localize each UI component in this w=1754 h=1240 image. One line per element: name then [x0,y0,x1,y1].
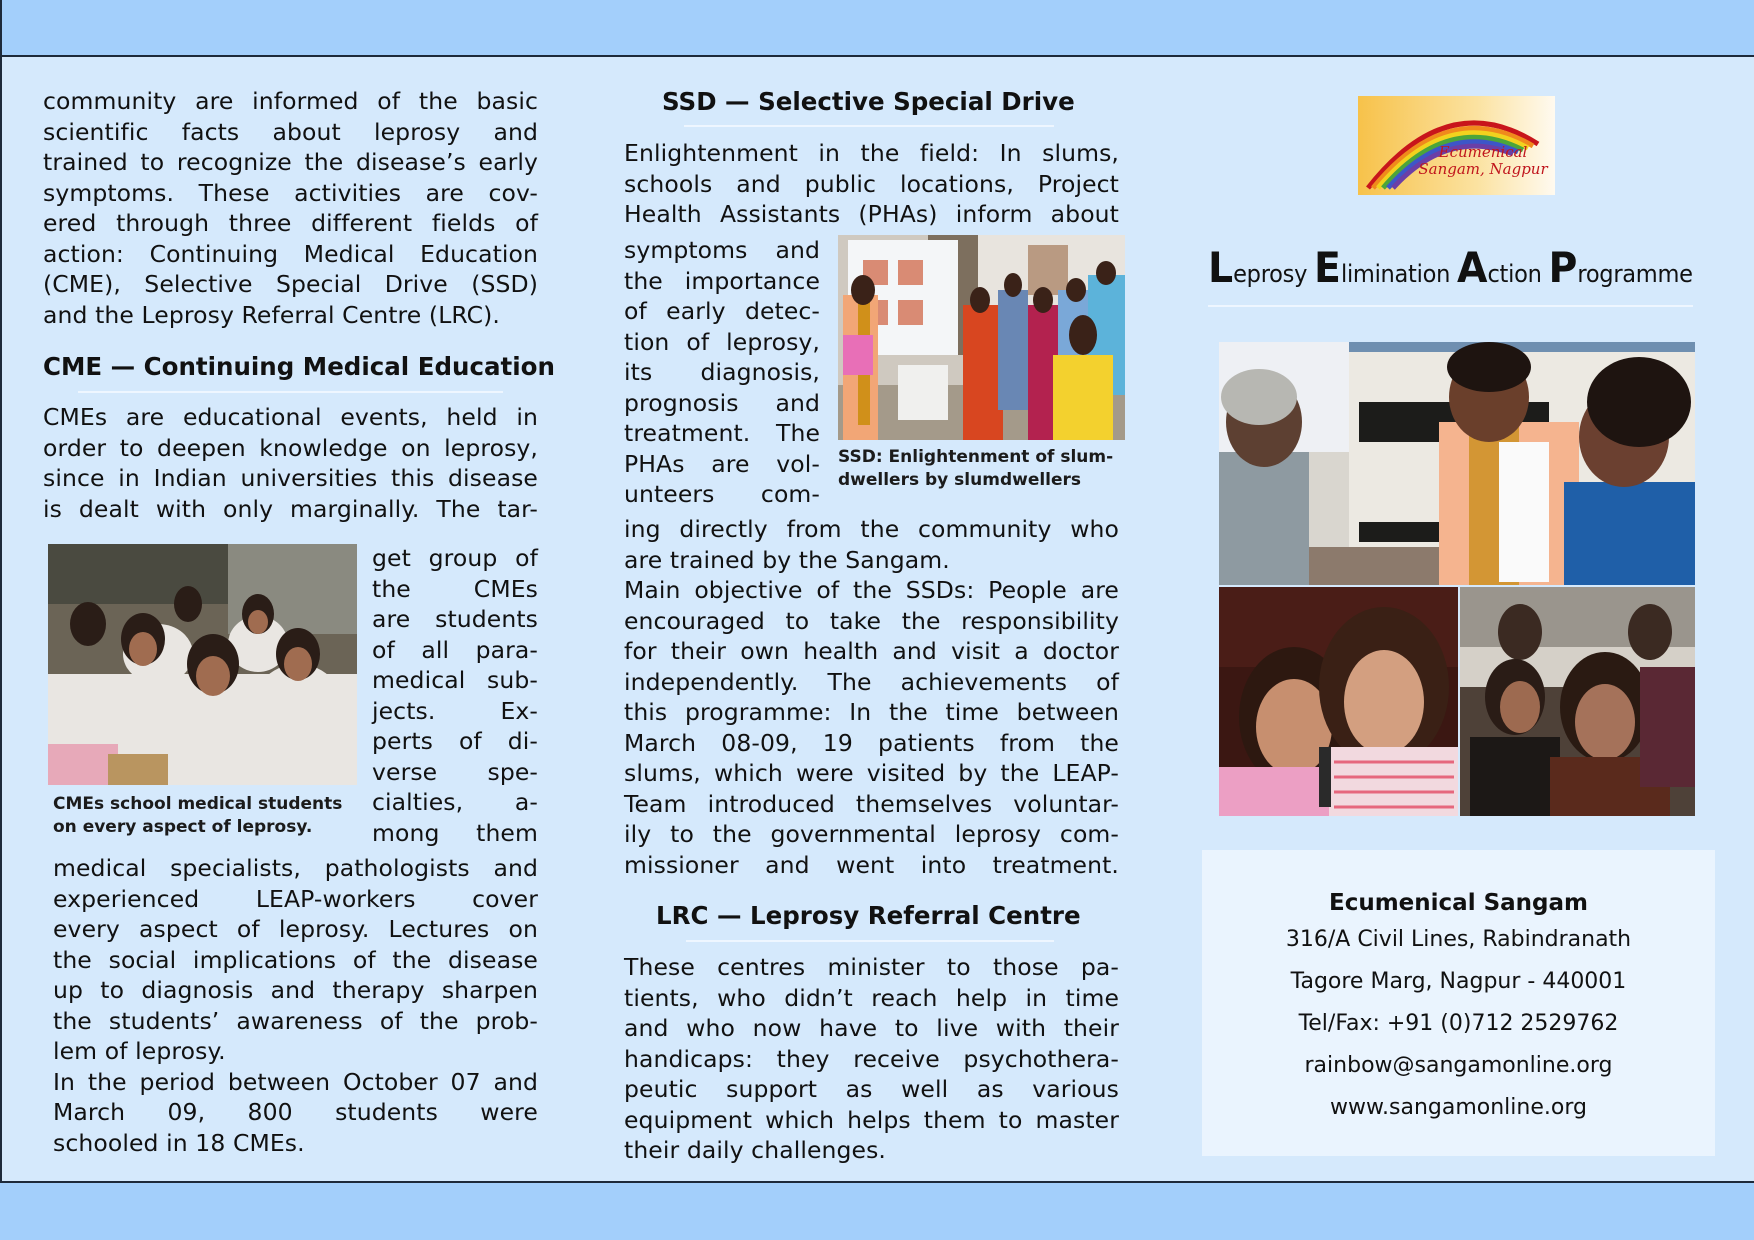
text-line: the CMEs [372,574,538,603]
lrc-heading: LRC — Leprosy Referral Centre [656,901,1081,930]
text-line: ered through three different fields of [43,209,538,237]
text-line: March 09, 800 students were [53,1098,538,1126]
text-line: equipment which helps them to master [624,1105,1119,1134]
caption-line: dwellers by slumdwellers [838,470,1082,490]
text-line: every aspect of leprosy. Lectures on [53,915,538,943]
title-word [1456,243,1542,292]
text-line: lem of leprosy. [53,1037,226,1065]
text-line: Main objective of the SSDs: People are [624,576,1119,604]
text-line: the importance [624,266,820,295]
text-line: Team introduced themselves voluntar- [624,789,1119,818]
text-line: Enlightenment in the field: In slums, [624,139,1119,167]
ssd-paragraph-top [624,138,1119,230]
text-line: of all para- [372,635,538,664]
text-line: and the Leprosy Referral Centre (LRC). [43,300,501,329]
text-line: tion of leprosy, [624,327,820,356]
text-line: schools and public locations, Project [624,169,1119,198]
ssd-paragraph-side [624,235,820,510]
text-line: verse spe- [372,757,538,786]
ssd-heading: SSD — Selective Special Drive [662,87,1075,116]
programme-title [1208,243,1693,296]
text-line: experienced LEAP-workers cover [53,884,538,913]
text-line: CMEs are educational events, held in [43,403,538,431]
contact-phone: Tel/Fax: +91 (0)712 2529762 [1298,1011,1619,1036]
text-line: are trained by the Sangam. [624,545,950,574]
contact-address-line1: 316/A Civil Lines, Rabindranath [1285,927,1632,952]
collage-photo-audience [1460,587,1695,816]
text-line: since in Indian universities this disease [43,464,538,492]
caption-line: SSD: Enlightenment of slum- [838,447,1114,467]
caption-line: CMEs school medical students [53,794,343,814]
logo-text [1418,144,1548,178]
title-word [1208,243,1308,292]
text-line: are students [372,605,538,633]
text-line: missioner and went into treatment. [624,850,1119,879]
cme-heading: CME — Continuing Medical Education [43,352,555,381]
text-line: their daily challenges. [624,1136,886,1164]
collage-photo-top [1219,342,1695,585]
logo-text-line: Sangam, Nagpur [1418,160,1548,178]
contact-email-link[interactable]: rainbow@sangamonline.org [1304,1053,1613,1078]
text-line: the students’ awareness of the prob- [53,1006,538,1035]
ssd-enlightenment-photo [838,235,1125,440]
cme-students-photo [48,544,357,785]
text-line: mong them [372,818,538,847]
text-line: medical specialists, pathologists and [53,854,538,882]
text-line: ily to the governmental leprosy com- [624,820,1119,848]
text-line: trained to recognize the disease’s early [43,148,538,176]
ssd-heading-rule [684,125,1054,127]
text-line: and who now have to live with their [624,1014,1119,1042]
cme-photo-caption [53,793,342,839]
text-line: this programme: In the time between [624,698,1119,726]
contact-organization: Ecumenical Sangam [1329,890,1588,916]
text-line: ing directly from the community who [624,515,1119,543]
title-initial: A [1456,243,1488,292]
text-line: its diagnosis, [624,358,820,386]
text-line: These centres minister to those pa- [624,953,1119,981]
text-line: PHAs are vol- [624,449,820,478]
title-word [1548,243,1693,292]
text-line: In the period between October 07 and [53,1067,538,1096]
text-line: handicaps: they receive psychothera- [624,1044,1119,1073]
text-line: independently. The achievements of [624,667,1119,696]
text-line: for their own health and visit a doctor [624,637,1119,665]
cme-paragraph-bottom [53,853,538,1158]
cme-heading-rule [78,391,503,393]
ssd-photo-caption [838,446,1113,492]
title-rest: eprosy [1233,260,1308,288]
title-rest: limination [1340,260,1451,288]
text-line: scientific facts about leprosy and [43,117,538,146]
title-initial: L [1208,243,1234,292]
text-line: Health Assistants (PHAs) inform about [624,200,1119,228]
bottom-band [0,1181,1754,1240]
text-line: slums, which were visited by the LEAP- [624,759,1119,787]
text-line: unteers com- [624,480,820,508]
text-line: jects. Ex- [372,696,538,725]
text-line: schooled in 18 CMEs. [53,1128,305,1157]
title-rest: ction [1487,260,1542,288]
title-initial: E [1314,243,1341,292]
text-line: the social implications of the disease [53,945,538,974]
text-line: encouraged to take the responsibility [624,606,1119,635]
ssd-paragraph-bottom [624,514,1119,880]
cme-paragraph-side [372,543,538,848]
text-line: get group of [372,544,538,572]
text-line: is dealt with only marginally. The tar- [43,494,538,523]
collage-photo-children [1219,587,1458,816]
text-line: prognosis and [624,388,820,417]
contact-box [1202,850,1715,1156]
text-line: (CME), Selective Special Drive (SSD) [43,270,538,298]
text-line: cialties, a- [372,788,538,816]
title-initial: P [1548,243,1578,292]
text-line: up to diagnosis and therapy sharpen [53,976,538,1004]
page-left-border [0,0,2,1240]
text-line: medical sub- [372,666,538,694]
contact-website-link[interactable]: www.sangamonline.org [1330,1095,1587,1120]
title-word [1314,243,1451,292]
title-rule [1208,305,1693,307]
lrc-paragraph [624,952,1119,1166]
text-line: of early detec- [624,297,820,325]
text-line: order to deepen knowledge on leprosy, [43,433,538,462]
text-line: symptoms and [624,236,820,264]
text-line: treatment. The [624,419,820,447]
intro-paragraph [43,86,538,330]
text-line: tients, who didn’t reach help in time [624,983,1119,1012]
lrc-heading-rule [686,940,1054,942]
top-band [0,0,1754,57]
title-rest: rogramme [1577,260,1693,288]
text-line: community are informed of the basic [43,87,538,115]
caption-line: on every aspect of leprosy. [53,817,313,837]
logo-text-line: Ecumenical [1438,143,1528,161]
cme-paragraph-top [43,402,538,524]
text-line: action: Continuing Medical Education [43,239,538,268]
ecumenical-sangam-logo [1358,96,1555,195]
text-line: perts of di- [372,727,538,755]
text-line: March 08-09, 19 patients from the [624,728,1119,757]
text-line: symptoms. These activities are cov- [43,178,538,207]
text-line: peutic support as well as various [624,1075,1119,1103]
contact-address-line2: Tagore Marg, Nagpur - 440001 [1290,969,1627,994]
